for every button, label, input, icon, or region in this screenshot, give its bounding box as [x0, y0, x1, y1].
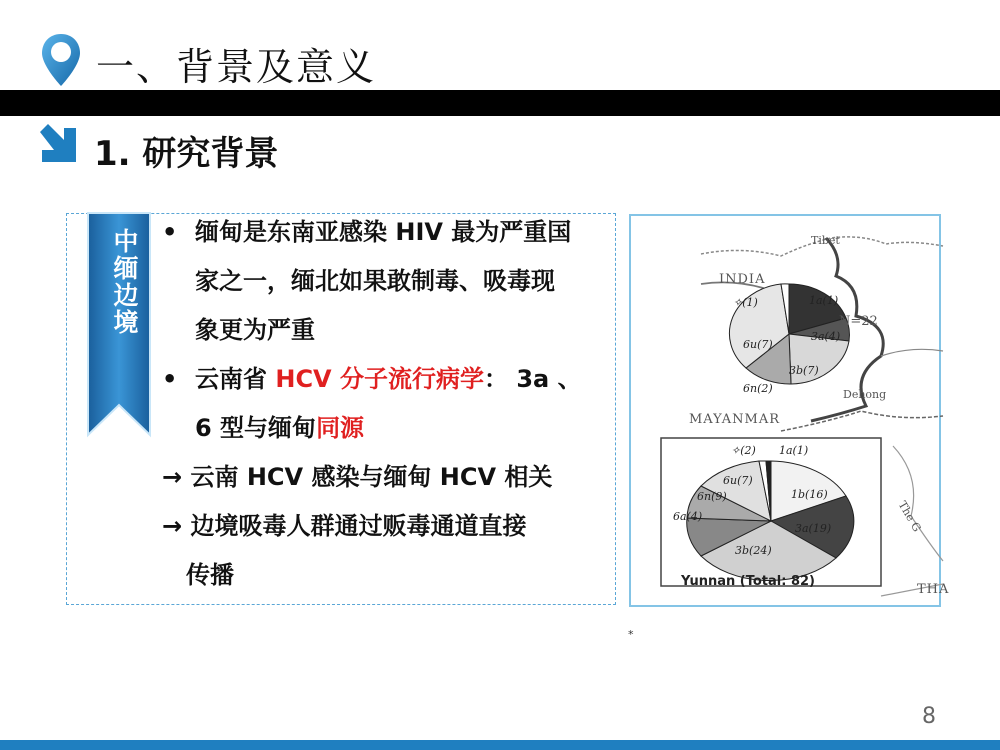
location-pin-icon: [40, 32, 82, 88]
map-label-tibet: Tibet: [811, 234, 840, 247]
map-label-india: INDIA: [719, 272, 766, 287]
footnote-marker: *: [628, 628, 634, 641]
bullet-1-line-3: 象更为严重: [195, 316, 315, 344]
pie2-label: ✧(2): [731, 444, 756, 457]
map-label-thai: THA: [917, 582, 950, 597]
arrow-point-2-line-2: 传播: [186, 561, 234, 589]
arrow-point-2-line-1: → 边境吸毒人群通过贩毒通道直接: [162, 512, 527, 540]
pie1-label: 1a(1): [809, 294, 839, 307]
page-title: 一、背景及意义: [96, 45, 377, 89]
map-label-dehong: Dehong: [843, 388, 887, 401]
pie-chart-bottom: [687, 461, 854, 581]
bullet-dot-icon: •: [162, 365, 178, 393]
pie2-total-label: Yunnan (Total: 82): [681, 574, 815, 589]
page-number: 8: [922, 704, 936, 729]
map-label-river: The G: [895, 498, 924, 535]
pie1-n-label: N=22: [839, 314, 878, 329]
pie2-label: 1b(16): [791, 488, 828, 501]
pie2-label: 3a(19): [795, 522, 832, 535]
bullet-2-line-1: • 云南省 HCV 分子流行病学： 3a 、: [162, 355, 622, 404]
pie2-label: 6u(7): [723, 474, 753, 487]
map-figure: [629, 214, 950, 607]
pie1-label: 6n(2): [743, 382, 773, 395]
bottom-bar: [0, 740, 1000, 750]
pie2-label: 1a(1): [779, 444, 809, 457]
bullet-1-line-1: • 缅甸是东南亚感染 HIV 最为严重国: [162, 208, 622, 257]
pie2-label: 6a(4): [673, 510, 703, 523]
pie1-label: 3b(7): [789, 364, 819, 377]
arrow-point-1: → 云南 HCV 感染与缅甸 HCV 相关: [162, 463, 553, 491]
pie1-label: ✧(1): [733, 296, 758, 309]
bullet-list: [162, 208, 622, 600]
pie2-label: 3b(24): [735, 544, 772, 557]
pie1-label: 3a(4): [811, 330, 841, 343]
map-label-myanmar: MAYANMAR: [689, 412, 780, 427]
bullet-dot-icon: •: [162, 218, 178, 246]
section-title: 1. 研究背景: [94, 134, 279, 174]
ribbon-label: 中缅边境: [110, 228, 139, 336]
pie1-label: 6u(7): [743, 338, 773, 351]
bullet-1-line-2: 家之一，缅北如果敢制毒、吸毒现: [195, 267, 555, 295]
map-drawing: [631, 216, 943, 609]
title-bar: [0, 90, 1000, 116]
down-right-arrow-icon: [36, 122, 78, 164]
pie2-label: 6n(9): [697, 490, 727, 503]
bullet-2-line-2: 6 型与缅甸同源: [195, 414, 365, 442]
